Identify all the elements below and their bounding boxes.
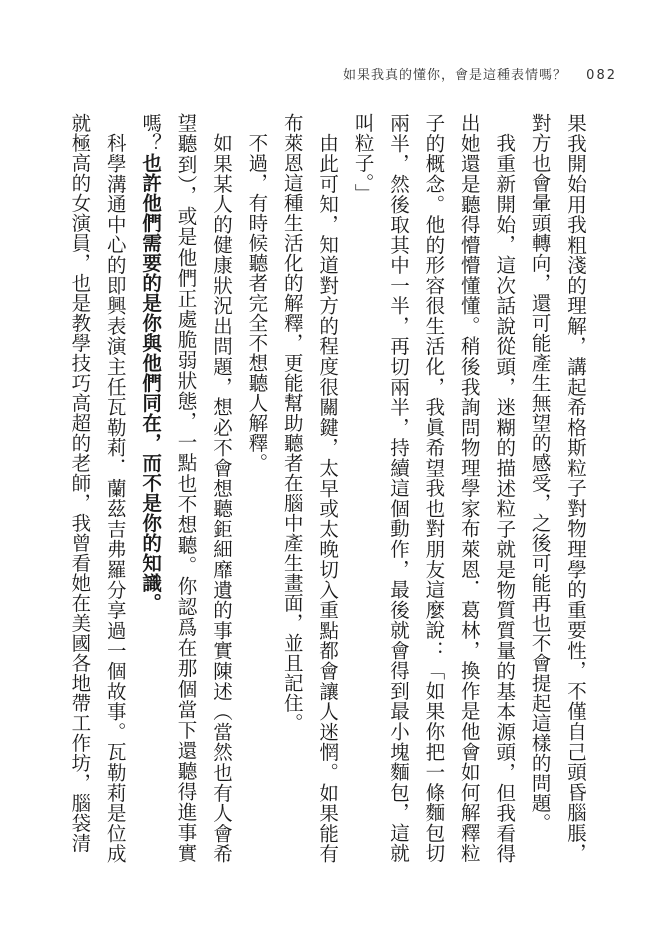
running-header-title: 如果我真的懂你，會是這種表情嗎？: [343, 68, 568, 83]
emphasized-text: 也許他們需要的是你與他們同在，而不是你的知識。: [139, 153, 163, 613]
paragraph: 由此可知，知道對方的程度很關鍵，太早或太晚切入重點都會讓人迷惘。如果能有布萊恩這種生活化的解釋，更能幫助聽者在腦中產生畫面，並且記住。: [280, 113, 340, 863]
paragraph: [133, 113, 239, 863]
paragraph: 科學溝通中心的即興表演主任瓦勒莉．蘭茲吉弗羅分享過一個故事。瓦勒莉是位成就極高的女演員，也是教學技巧高超的老師，我曾看她在美國各地帶工作坊，腦袋清: [68, 113, 127, 863]
paragraph-continued: 果我開始用我粗淺的理解，講起希格斯粒子對物理學的重要性，不僅自己頭昏腦脹，對方也會暈頭轉向，還可能產生無望的感受，之後可能再也不會提起這樣的問題。: [528, 113, 587, 863]
running-header: [343, 64, 617, 83]
paragraph: 我重新開始，這次話說從頭，迷糊的描述粒子就是物質質量的基本源頭，但我看得出她還是聽得懵懵懂懂。稍後我詢問物理學家布萊恩．葛林，換作是他會如何解釋粒子的概念。他的形容很生活化，我眞希望我也對朋友這麼說：「如果你把一條麵包切兩半，然後取其中一半，再切兩半，持續這個動作，最後就會得到最小塊麵包，這就叫粒子。」: [351, 113, 517, 863]
page-number: 082: [586, 68, 617, 83]
body-text: [53, 113, 593, 863]
paragraph: 不過，有時候聽者完全不想聽人解釋。: [245, 132, 269, 473]
paragraph-text: 如果某人的健康狀況出問題，想必不會想聽鉅細靡遺的事實陳述（當然也有人會希望聽到），或是他們正處脆弱狀態，一點也不想聽。你認爲在那個當下還聽得進事實嗎？: [139, 113, 233, 863]
